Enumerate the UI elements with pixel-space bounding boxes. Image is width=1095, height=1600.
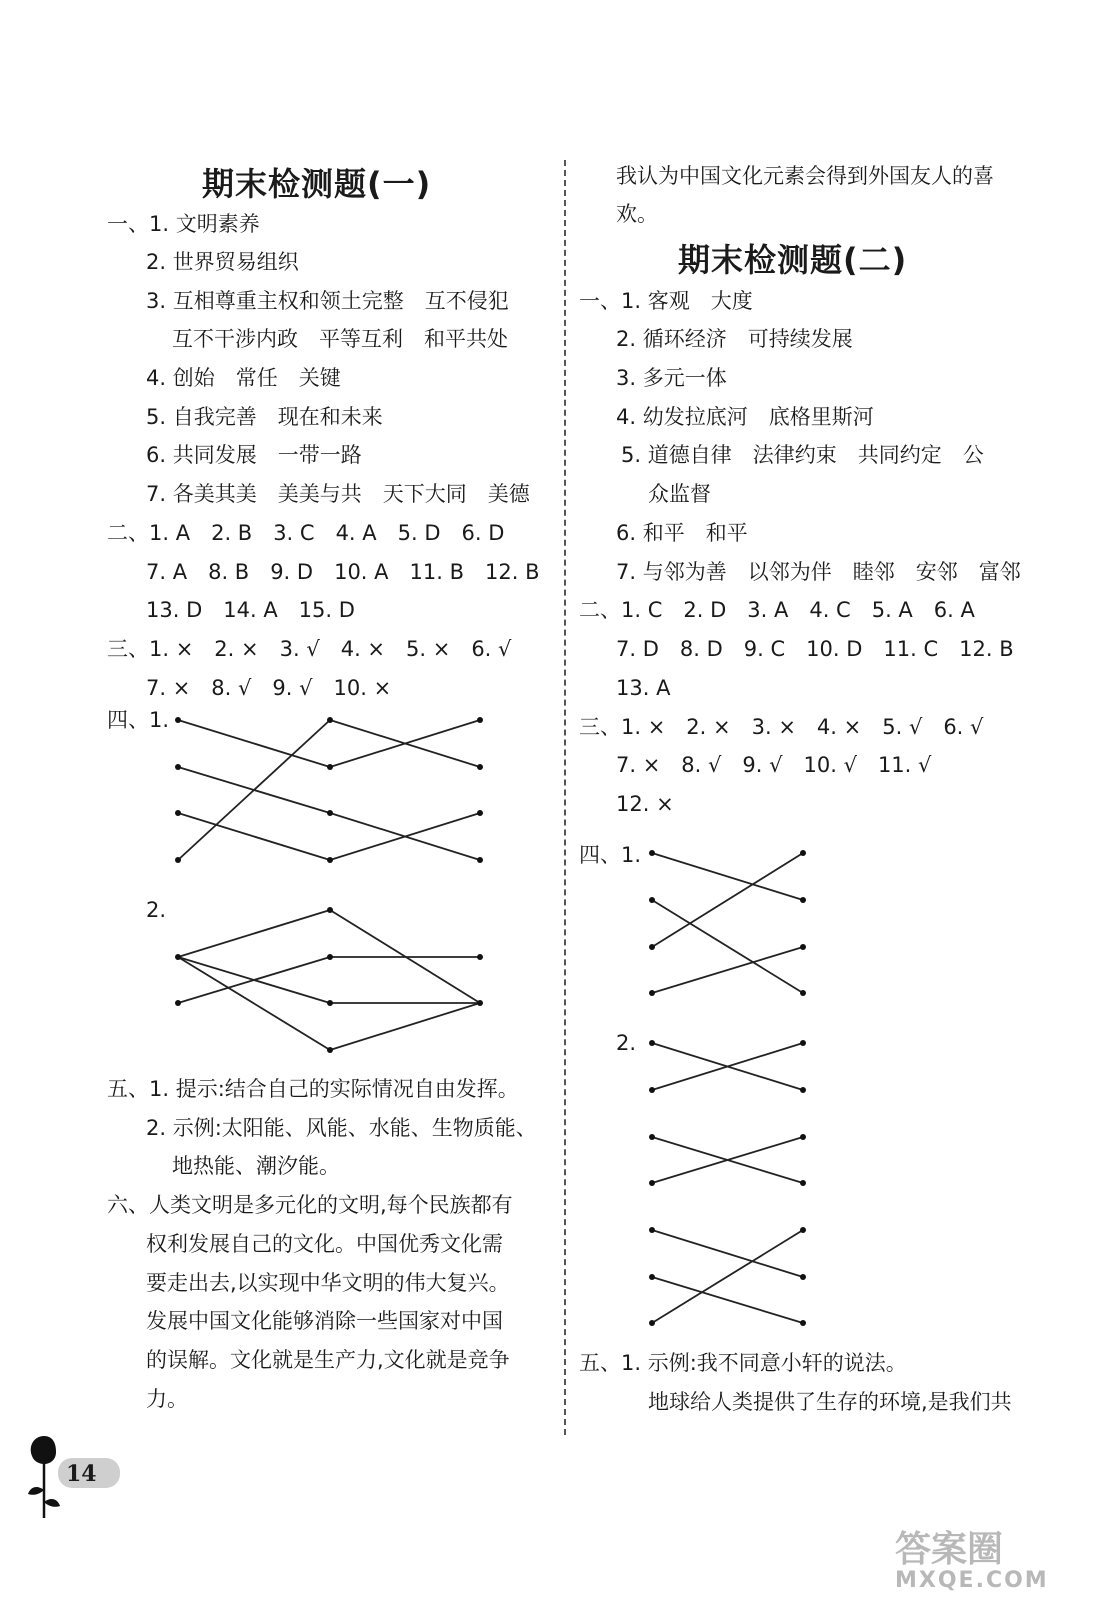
dot (327, 907, 333, 913)
dot (649, 990, 655, 996)
dot (477, 1000, 483, 1006)
right-line: 5. 道德自律 法律约束 共同约定 公 (621, 443, 984, 467)
left-line: 6. 共同发展 一带一路 (146, 443, 362, 467)
left-line: 六、人类文明是多元化的文明,每个民族都有 (107, 1193, 513, 1217)
dot (800, 1274, 806, 1280)
rose-icon (24, 1432, 64, 1522)
dot (327, 810, 333, 816)
dot (649, 1180, 655, 1186)
right-match-1-dots (649, 850, 806, 996)
dot (175, 1000, 181, 1006)
dot (800, 1134, 806, 1140)
right-line: 五、1. 示例:我不同意小轩的说法。 (579, 1351, 907, 1375)
right-line: 三、1. × 2. × 3. × 4. × 5. √ 6. √ (579, 715, 984, 739)
left-line: 二、1. A 2. B 3. C 4. A 5. D 6. D (107, 521, 505, 545)
left-line: 一、1. 文明素养 (107, 212, 260, 236)
left-line: 4. 创始 常任 关键 (146, 366, 341, 390)
dot (327, 1047, 333, 1053)
dot (649, 1134, 655, 1140)
right-line: 2. (616, 1031, 637, 1055)
left-line: 要走出去,以实现中华文明的伟大复兴。 (146, 1271, 510, 1295)
left-line: 2. 示例:太阳能、风能、水能、生物质能、 (146, 1116, 537, 1140)
right-line: 7. × 8. √ 9. √ 10. √ 11. √ (616, 753, 932, 777)
left-line: 发展中国文化能够消除一些国家对中国 (146, 1309, 503, 1333)
match-line (330, 1003, 480, 1050)
match-line (178, 720, 330, 860)
right-line: 3. 多元一体 (616, 366, 727, 390)
match-line (652, 947, 803, 993)
match-line (652, 853, 803, 900)
right-line: 众监督 (648, 482, 711, 506)
right-line: 2. 循环经济 可持续发展 (616, 327, 853, 351)
dot (649, 1087, 655, 1093)
right-line: 地球给人类提供了生存的环境,是我们共 (648, 1390, 1012, 1414)
right-line: 12. × (616, 792, 674, 816)
dot (477, 954, 483, 960)
dot (800, 990, 806, 996)
right-line: 欢。 (616, 202, 658, 226)
dot (649, 897, 655, 903)
left-line: 地热能、潮汐能。 (172, 1154, 340, 1178)
dot (477, 810, 483, 816)
right-line: 二、1. C 2. D 3. A 4. C 5. A 6. A (579, 598, 975, 622)
watermark-site: MXQE.COM (895, 1568, 1049, 1593)
right-line: 7. D 8. D 9. C 10. D 11. C 12. B (616, 637, 1014, 661)
dot (477, 717, 483, 723)
left-line: 3. 互相尊重主权和领土完整 互不侵犯 (146, 289, 509, 313)
right-line: 四、1. (579, 843, 642, 867)
left-line: 权利发展自己的文化。中国优秀文化需 (146, 1232, 503, 1256)
right-line: 7. 与邻为善 以邻为伴 睦邻 安邻 富邻 (616, 560, 1021, 584)
left-line: 三、1. × 2. × 3. √ 4. × 5. × 6. √ (107, 637, 512, 661)
left-match-2-lines (178, 910, 480, 1050)
left-line: 7. 各美其美 美美与共 天下大同 美德 (146, 482, 530, 506)
dot (800, 897, 806, 903)
right-match-1-lines (652, 853, 803, 993)
left-line: 互不干涉内政 平等互利 和平共处 (172, 327, 508, 351)
match-line (652, 1277, 803, 1323)
left-line: 5. 自我完善 现在和未来 (146, 405, 383, 429)
dot (175, 717, 181, 723)
dot (649, 1227, 655, 1233)
right-line: 13. A (616, 676, 671, 700)
dot (649, 1040, 655, 1046)
left-match-1-dots (175, 717, 483, 863)
left-line: 四、1. (107, 708, 170, 732)
exam1-title: 期末检测题(一) (202, 165, 432, 203)
left-line: 五、1. 提示:结合自己的实际情况自由发挥。 (107, 1077, 519, 1101)
dot (800, 1087, 806, 1093)
right-line: 6. 和平 和平 (616, 521, 748, 545)
left-match-1-lines (178, 720, 480, 860)
right-line: 4. 幼发拉底河 底格里斯河 (616, 405, 874, 429)
match-line (652, 1230, 803, 1323)
page-number: 14 (66, 1461, 97, 1487)
dot (800, 944, 806, 950)
dot (800, 1040, 806, 1046)
dot (800, 1320, 806, 1326)
right-match-2-lines (652, 1043, 803, 1323)
dot (649, 850, 655, 856)
match-line (178, 720, 330, 767)
left-line: 2. (146, 898, 167, 922)
left-line: 力。 (146, 1387, 188, 1411)
left-line: 2. 世界贸易组织 (146, 250, 299, 274)
exam2-title: 期末检测题(二) (678, 241, 908, 279)
left-line: 13. D 14. A 15. D (146, 598, 355, 622)
dot (327, 764, 333, 770)
dot (477, 764, 483, 770)
left-line: 7. × 8. √ 9. √ 10. × (146, 676, 392, 700)
left-line: 7. A 8. B 9. D 10. A 11. B 12. B (146, 560, 540, 584)
right-line: 一、1. 客观 大度 (579, 289, 753, 313)
dot (175, 810, 181, 816)
dot (649, 1320, 655, 1326)
match-line (178, 910, 330, 957)
match-line (178, 813, 330, 860)
match-line (652, 1230, 803, 1277)
dot (175, 764, 181, 770)
dot (800, 1180, 806, 1186)
dot (649, 944, 655, 950)
left-line: 的误解。文化就是生产力,文化就是竞争 (146, 1348, 510, 1372)
dot (327, 857, 333, 863)
match-line (178, 957, 330, 1050)
left-match-2-dots (175, 907, 483, 1053)
dot (800, 1227, 806, 1233)
dot (175, 857, 181, 863)
right-line: 我认为中国文化元素会得到外国友人的喜 (616, 164, 994, 188)
dot (649, 1274, 655, 1280)
dot (477, 857, 483, 863)
dot (327, 954, 333, 960)
dot (327, 717, 333, 723)
dot (327, 1000, 333, 1006)
watermark-logo: 答案圈 (895, 1529, 1004, 1570)
match-line (652, 853, 803, 947)
dot (800, 850, 806, 856)
dot (175, 954, 181, 960)
match-line (652, 900, 803, 993)
